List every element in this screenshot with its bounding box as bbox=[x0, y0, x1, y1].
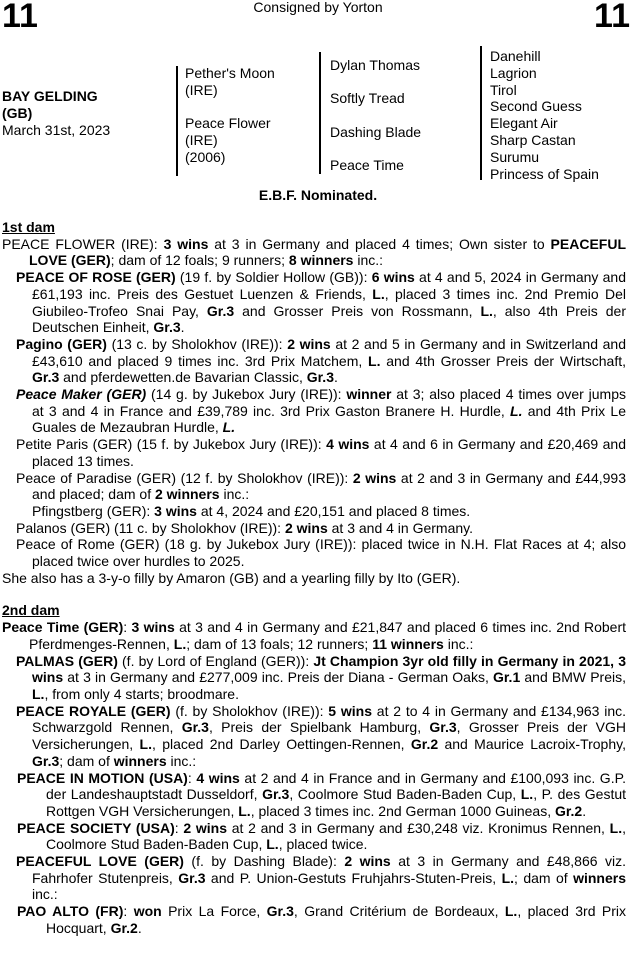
entry-text: and BMW Preis, bbox=[520, 669, 626, 686]
dam-year: (2006) bbox=[185, 149, 226, 165]
entry-emphasis: PEACE IN MOTION (USA) bbox=[17, 769, 188, 786]
entry-text: inc.: bbox=[166, 752, 197, 769]
first-dam-entry bbox=[2, 336, 626, 386]
entry-emphasis: 2 wins bbox=[352, 469, 397, 486]
entry-text: at 2 to 4 in Germany and £134,963 inc. Schwarzgold Rennen, bbox=[32, 702, 627, 736]
second-dam-heading: 2nd dam bbox=[2, 602, 60, 619]
entry-text: Peace of Paradise (GER) (12 f. by Sholokhov (IRE)): bbox=[16, 469, 353, 486]
second-dam-entry bbox=[2, 770, 626, 820]
entry-text: , also 4th Preis der Deutschen Einheit, bbox=[32, 302, 626, 336]
entry-text: , Coolmore Stud Baden-Baden Cup, bbox=[46, 819, 626, 853]
entry-emphasis: PAO ALTO (FR) bbox=[17, 903, 124, 920]
dam-country: (IRE) bbox=[185, 132, 218, 148]
second-dam-entry bbox=[2, 703, 626, 770]
pedigree-great-grandparent: Second Guess bbox=[490, 98, 582, 115]
entry-emphasis: winner bbox=[346, 386, 392, 403]
entry-text: . bbox=[582, 802, 587, 819]
entry-emphasis: 11 winners bbox=[372, 635, 444, 652]
entry-text: (f. by Dashing Blade): bbox=[183, 853, 345, 870]
sire-country: (IRE) bbox=[185, 82, 218, 98]
entry-text: and Maurice Lacroix-Trophy, bbox=[438, 736, 626, 753]
entry-emphasis: Peace Maker (GER) bbox=[16, 386, 147, 403]
first-dam-entry bbox=[2, 503, 626, 520]
entry-emphasis: L. bbox=[609, 819, 623, 836]
first-dam-entry bbox=[2, 520, 626, 537]
entry-text: at 3 and 4 in Germany. bbox=[327, 519, 474, 536]
pedigree-dam bbox=[185, 115, 271, 166]
entry-text: at 4 and 6 in Germany and £20,469 and placed 13 times. bbox=[32, 436, 626, 469]
entry-text: inc.: bbox=[219, 486, 250, 503]
entry-text: Palanos (GER) (11 c. by Sholokhov (IRE)): bbox=[16, 519, 285, 536]
entry-text: Petite Paris (GER) (15 f. by Jukebox Jury (IRE)): bbox=[16, 436, 327, 453]
entry-text: at 2 and 3 in Germany and £44,993 and placed; dam of bbox=[32, 469, 626, 503]
entry-emphasis: 3 wins bbox=[154, 502, 197, 519]
entry-emphasis: 6 wins bbox=[371, 269, 415, 286]
entry-text: , placed 3 times inc. 2nd German 1000 Guineas, bbox=[250, 802, 555, 819]
entry-text: , Grosser Preis der VGH Versicherungen, bbox=[32, 719, 626, 753]
lot-number-right: 11 bbox=[594, 0, 630, 35]
entry-text: , Grand Critérium de Bordeaux, bbox=[293, 903, 505, 920]
entry-text: inc.: bbox=[32, 886, 58, 903]
pedigree-great-grandparent: Princess of Spain bbox=[490, 165, 599, 182]
entry-text: and 4th Grosser Preis der Wirtschaft, bbox=[380, 352, 626, 369]
entry-emphasis: Gr.3 bbox=[153, 319, 181, 336]
pedigree-bracket-3 bbox=[480, 46, 482, 180]
entry-emphasis: Gr.2 bbox=[554, 802, 583, 819]
entry-text: (13 c. by Sholokhov (IRE)): bbox=[106, 335, 288, 352]
entry-text: : bbox=[174, 819, 184, 836]
entry-emphasis: Gr.3 bbox=[262, 786, 290, 803]
entry-text: , P. des Gestut Rottgen VGH Versicherungen, bbox=[46, 786, 627, 819]
first-dam-entry bbox=[2, 536, 626, 569]
second-dam-entry bbox=[2, 853, 626, 903]
entry-text: Peace of Rome (GER) (18 g. by Jukebox Jury (IRE)): placed twice in N.H. Flat Races at 4; also placed twice over hurdles to 2025. bbox=[16, 536, 626, 570]
entry-text: Prix La Force, bbox=[161, 903, 267, 920]
pedigree-sire bbox=[185, 65, 275, 99]
section-gap bbox=[2, 586, 626, 602]
pedigree-grandparent-3: Dashing Blade bbox=[330, 124, 422, 140]
entry-emphasis: Pagino (GER) bbox=[16, 335, 107, 352]
entry-emphasis: 8 winners bbox=[288, 252, 354, 269]
entry-text: inc.: bbox=[353, 252, 384, 269]
entry-emphasis: Gr.3 bbox=[181, 719, 209, 736]
entry-text: at 3 in Germany and £277,009 inc. Preis der Diana - German Oaks, bbox=[63, 669, 493, 686]
first-dam-entry bbox=[2, 570, 626, 587]
ebf-nomination: E.B.F. Nominated. bbox=[258, 187, 378, 203]
entry-text: at 4, 2024 and £20,151 and placed 8 times. bbox=[196, 502, 471, 519]
entry-text: Pfingstberg (GER): bbox=[32, 502, 155, 519]
entry-emphasis: Gr.3 bbox=[429, 719, 457, 736]
entry-text: PEACE FLOWER (IRE): bbox=[2, 235, 164, 252]
first-dam-heading: 1st dam bbox=[2, 219, 55, 235]
first-dam-entries bbox=[2, 236, 626, 587]
entry-emphasis: L. bbox=[501, 869, 515, 886]
second-dam-entry bbox=[2, 903, 626, 936]
entry-text: inc.: bbox=[443, 635, 474, 652]
entry-emphasis: Gr.3 bbox=[206, 302, 235, 319]
entry-emphasis: L. bbox=[372, 285, 385, 302]
entry-emphasis: 3 wins bbox=[131, 619, 175, 636]
entry-text: (19 f. by Soldier Hollow (GB)): bbox=[175, 269, 372, 286]
entry-text: and pferdewetten.de Bavarian Classic, bbox=[59, 369, 307, 386]
entry-text: ; dam of bbox=[514, 869, 574, 886]
entry-text: : bbox=[187, 769, 197, 786]
sire-name: Pether's Moon bbox=[185, 65, 275, 81]
produce-record bbox=[2, 219, 626, 937]
entry-text: and Grosser Preis von Rossmann, bbox=[234, 302, 481, 319]
entry-emphasis: Gr.2 bbox=[410, 736, 439, 753]
horse-description bbox=[2, 88, 110, 139]
entry-emphasis: L. bbox=[222, 419, 236, 436]
entry-text: , from only 4 starts; broodmare. bbox=[44, 685, 239, 702]
entry-text: , Coolmore Stud Baden-Baden Cup, bbox=[289, 786, 521, 803]
entry-emphasis: L. bbox=[266, 836, 279, 853]
entry-text: and 4th Prix Le Guales de Mezaubran Hurdle, bbox=[32, 402, 626, 436]
entry-text: . bbox=[180, 319, 185, 336]
pedigree-bracket-1 bbox=[176, 66, 178, 176]
second-dam-entry bbox=[2, 619, 626, 652]
first-dam-entry bbox=[2, 386, 626, 436]
entry-emphasis: 4 wins bbox=[196, 769, 240, 786]
entry-emphasis: Gr.3 bbox=[266, 903, 294, 920]
entry-emphasis: 2 wins bbox=[344, 853, 391, 870]
pedigree-great-grandparent: Sharp Castan bbox=[490, 131, 576, 148]
entry-text: She also has a 3-y-o filly by Amaron (GB) and a yearling filly by Ito (GER). bbox=[2, 569, 461, 586]
first-dam-entry bbox=[2, 236, 626, 269]
entry-text: : bbox=[123, 619, 132, 636]
entry-emphasis: Peace Time (GER) bbox=[2, 619, 124, 636]
entry-text: (f. by Lord of England (GER)): bbox=[117, 652, 314, 669]
entry-text: , Preis der Spielbank Hamburg, bbox=[208, 719, 430, 736]
entry-text: (14 g. by Jukebox Jury (IRE)): bbox=[146, 386, 347, 403]
entry-text: at 3; also placed 4 times over jumps at 3 and 4 in France and £39,789 inc. 3rd Prix Gaston Branere H. Hurdle, bbox=[32, 386, 626, 419]
entry-text: , placed 3 times inc. 2nd Premio Del Giubileo-Trofeo Snai Pay, bbox=[32, 285, 626, 319]
entry-emphasis: 4 wins bbox=[326, 436, 370, 453]
entry-emphasis: L. bbox=[510, 402, 523, 419]
entry-emphasis: Gr.3 bbox=[306, 369, 334, 386]
entry-emphasis: Gr.2 bbox=[110, 919, 138, 936]
entry-emphasis: L. bbox=[520, 786, 534, 803]
entry-emphasis: L. bbox=[504, 903, 518, 920]
horse-foaling-date: March 31st, 2023 bbox=[2, 122, 111, 138]
entry-text: (f. by Sholokhov (IRE)): bbox=[170, 702, 329, 719]
entry-emphasis: L. bbox=[368, 352, 381, 369]
entry-emphasis: L. bbox=[480, 302, 493, 319]
pedigree-grandparent-2: Softly Tread bbox=[330, 90, 405, 106]
horse-country: (GB) bbox=[2, 105, 33, 121]
entry-emphasis: 2 wins bbox=[287, 335, 331, 352]
entry-emphasis: winners bbox=[573, 869, 626, 886]
entry-text: ; dam of 12 foals; 9 runners; bbox=[110, 252, 289, 269]
consignor-line: Consigned by Yorton bbox=[253, 0, 383, 15]
entry-emphasis: PEACEFUL LOVE (GER) bbox=[29, 235, 626, 269]
entry-text: . bbox=[333, 369, 338, 386]
entry-text: . bbox=[137, 919, 142, 936]
entry-text: and P. Union-Gestuts Fruhjahrs-Stuten-Preis, bbox=[205, 869, 502, 886]
entry-emphasis: 3 wins bbox=[163, 235, 209, 252]
pedigree-grandparent-4: Peace Time bbox=[330, 157, 404, 173]
entry-emphasis: 2 winners bbox=[154, 486, 220, 503]
entry-text: at 4 and 5, 2024 in Germany and £61,193 inc. Preis des Gestuet Luenzen & Friends, bbox=[32, 269, 627, 302]
entry-text: ; dam of bbox=[59, 752, 114, 769]
lot-number-left: 11 bbox=[2, 0, 38, 35]
second-dam-entry bbox=[2, 653, 626, 703]
entry-emphasis: 2 wins bbox=[284, 519, 328, 536]
entry-emphasis: 2 wins bbox=[183, 819, 227, 836]
horse-sex-colour: BAY GELDING bbox=[2, 88, 98, 104]
dam-name: Peace Flower bbox=[185, 115, 271, 131]
entry-emphasis: PALMAS (GER) bbox=[16, 652, 118, 669]
pedigree-great-grandparent: Lagrion bbox=[490, 64, 537, 81]
pedigree-bracket-2 bbox=[319, 52, 321, 174]
entry-emphasis: L. bbox=[32, 685, 45, 702]
entry-emphasis: L. bbox=[238, 802, 251, 819]
entry-emphasis: PEACE OF ROSE (GER) bbox=[16, 269, 176, 286]
entry-emphasis: L. bbox=[173, 635, 187, 652]
second-dam-entry bbox=[2, 820, 626, 853]
entry-emphasis: PEACE ROYALE (GER) bbox=[16, 702, 171, 719]
pedigree-great-grandparent: Tirol bbox=[490, 81, 517, 98]
entry-text: at 3 in Germany and placed 4 times; Own sister to bbox=[208, 235, 551, 252]
first-dam-entry bbox=[2, 269, 626, 336]
entry-text: , placed 2nd Darley Oettingen-Rennen, bbox=[151, 736, 411, 753]
entry-emphasis: Gr.3 bbox=[32, 369, 60, 386]
first-dam-entry bbox=[2, 470, 626, 503]
pedigree-great-grandparent: Elegant Air bbox=[490, 115, 558, 132]
entry-text: , placed 3rd Prix Hocquart, bbox=[46, 903, 627, 936]
entry-text: at 3 and 4 in Germany and £21,847 and placed 6 times inc. 2nd Robert Pferdmenges-Rennen, bbox=[29, 619, 626, 652]
entry-emphasis: winners bbox=[113, 752, 167, 769]
entry-emphasis: Gr.3 bbox=[178, 869, 206, 886]
entry-text: at 3 in Germany and £48,866 viz. Fahrhofer Stutenpreis, bbox=[32, 853, 626, 886]
entry-emphasis: Gr.3 bbox=[32, 752, 60, 769]
first-dam-entry bbox=[2, 436, 626, 469]
entry-emphasis: PEACE SOCIETY (USA) bbox=[17, 819, 175, 836]
entry-text: : bbox=[123, 903, 134, 920]
entry-emphasis: Gr.1 bbox=[492, 669, 521, 686]
pedigree-grandparent-1: Dylan Thomas bbox=[330, 57, 421, 73]
entry-emphasis: L. bbox=[139, 736, 152, 753]
entry-emphasis: 5 wins bbox=[328, 702, 372, 719]
pedigree-great-grandparent: Surumu bbox=[490, 148, 540, 165]
second-dam-entries bbox=[2, 619, 626, 936]
pedigree-great-grandparents bbox=[490, 48, 599, 182]
entry-text: at 2 and 4 in France and in Germany and £100,093 inc. G.P. der Landeshauptstadt Dusseldorf, bbox=[46, 769, 627, 803]
entry-text: at 2 and 5 in Germany and in Switzerland and £43,610 and placed 9 times inc. 3rd Prix Matchem, bbox=[32, 335, 626, 369]
entry-text: ; dam of 13 foals; 12 runners; bbox=[186, 635, 373, 652]
entry-text: at 2 and 3 in Germany and £30,248 viz. Kronimus Rennen, bbox=[226, 819, 610, 836]
entry-text: , placed twice. bbox=[278, 836, 368, 853]
entry-emphasis: PEACEFUL LOVE (GER) bbox=[16, 853, 184, 870]
entry-emphasis: Jt Champion 3yr old filly in Germany in 2021, 3 wins bbox=[32, 652, 626, 686]
entry-emphasis: won bbox=[133, 903, 162, 920]
pedigree-great-grandparent: Danehill bbox=[490, 48, 541, 64]
